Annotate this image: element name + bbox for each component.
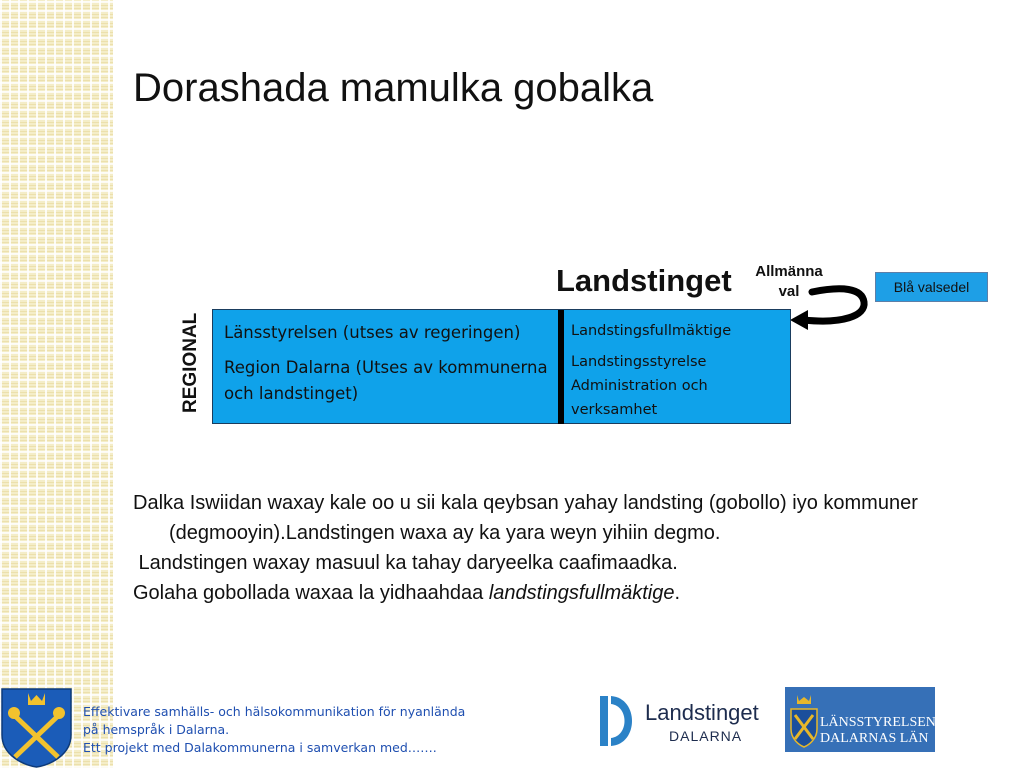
dalarnas-lan-logo-text: DALARNAS LÄN bbox=[820, 731, 929, 746]
right-column bbox=[571, 319, 786, 429]
lansstyrelsen-logo-text: LÄNSSTYRELSEN bbox=[820, 715, 936, 730]
regional-label: REGIONAL bbox=[180, 312, 201, 413]
left-column bbox=[224, 320, 554, 416]
decorative-side-strip bbox=[0, 0, 113, 768]
body-paragraph-3-italic: landstingsfullmäktige bbox=[488, 582, 675, 604]
body-text bbox=[133, 488, 933, 608]
landstinget-label: Landstinget bbox=[556, 263, 732, 298]
landstingsstyrelse-item: Landstingsstyrelse Administration och verksamhet bbox=[571, 354, 708, 418]
region-dalarna-item: Region Dalarna (Utses av kommunerna och landstinget) bbox=[224, 358, 548, 403]
footer-line-1: Effektivare samhälls- och hälsokommunikation för nyanlända bbox=[83, 704, 466, 719]
body-paragraph-3 bbox=[133, 578, 933, 608]
footer-line-2: på hemspråk i Dalarna. bbox=[83, 722, 230, 737]
dalarna-emblem-icon bbox=[0, 685, 73, 768]
slide-title: Dorashada mamulka gobalka bbox=[133, 66, 654, 110]
landstinget-d-icon bbox=[597, 690, 641, 750]
lansstyrelsen-logo bbox=[785, 687, 935, 752]
body-paragraph-1: Dalka Iswiidan waxay kale oo u sii kala qeybsan yahay landsting (gobollo) iyo kommuner (degmooyin).Landstingen waxa ay ka yara weyn yihiin degmo. bbox=[133, 492, 918, 544]
landstinget-dalarna-logo bbox=[597, 690, 757, 750]
body-paragraph-2: Landstingen waxay masuul ka tahay daryeelka caafimaadka. bbox=[133, 552, 678, 574]
blue-ballot-box: Blå valsedel bbox=[875, 272, 988, 302]
dalarna-logo-text: DALARNA bbox=[669, 728, 743, 744]
landstinget-logo-text: Landstinget bbox=[645, 700, 759, 725]
footer-text bbox=[83, 703, 523, 757]
body-paragraph-3-prefix: Golaha gobollada waxaa la yidhaahdaa bbox=[133, 582, 489, 604]
curved-arrow-icon bbox=[782, 282, 877, 332]
lansstyrelsen-crest-icon bbox=[787, 689, 821, 751]
general-election-label-line2: val bbox=[778, 283, 800, 300]
footer-line-3: Ett projekt med Dalakommunerna i samverkan med……. bbox=[83, 740, 437, 755]
general-election-label-line1: Allmänna bbox=[755, 263, 823, 280]
lansstyrelsen-item: Länsstyrelsen (utses av regeringen) bbox=[224, 323, 521, 342]
column-divider bbox=[558, 310, 564, 424]
landstingsfullmaktige-item: Landstingsfullmäktige bbox=[571, 323, 732, 339]
body-paragraph-3-suffix: . bbox=[674, 582, 681, 604]
regional-structure-box bbox=[212, 309, 791, 424]
